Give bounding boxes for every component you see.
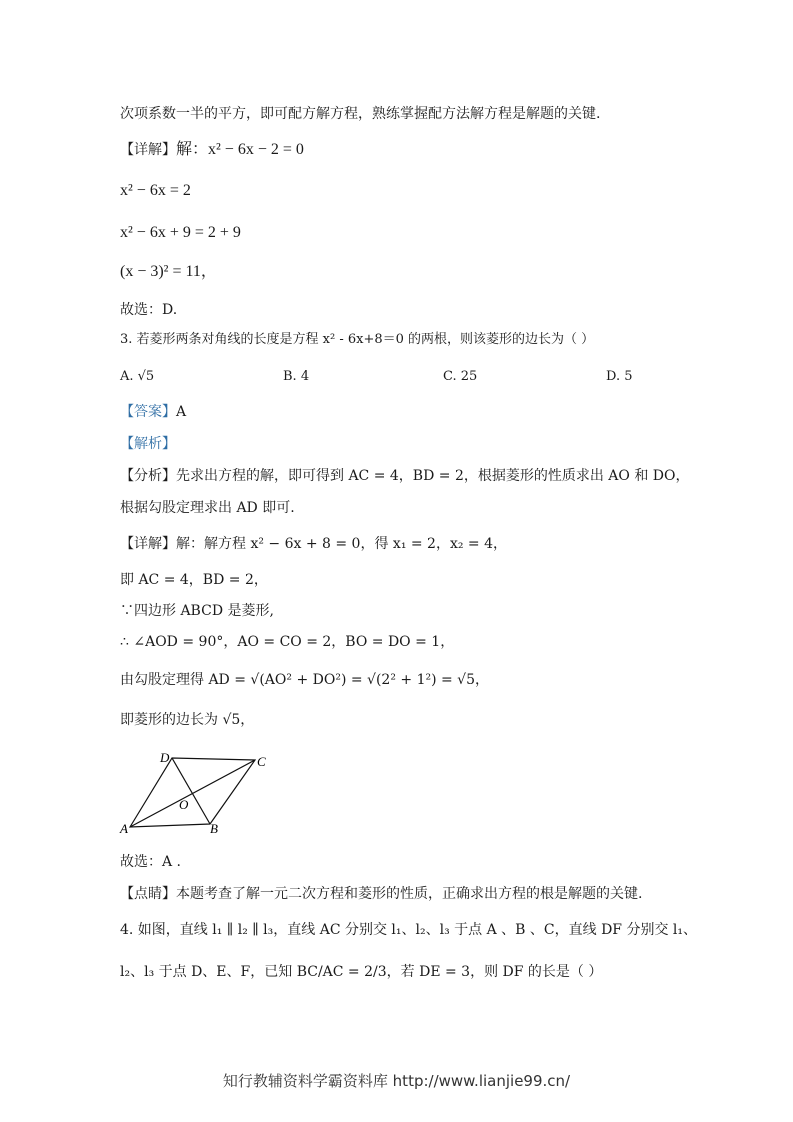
label-o: O (179, 797, 189, 812)
step-4: 由勾股定理得 AD = √(AO² + DO²) = √(2² + 1²) = √5， (120, 672, 490, 688)
choose-d: 故选：D. (120, 302, 178, 318)
xiangjie-tag: 【详解】 (120, 536, 176, 552)
detail-tag: 【详解】 (120, 142, 176, 158)
label-d: D (160, 750, 170, 765)
label-c: C (257, 754, 266, 769)
intro-line: 次项系数一半的平方，即可配方解方程，熟练掌握配方法解方程是解题的关键. (120, 106, 601, 122)
step-3: ∴ ∠AOD = 90°，AO = CO = 2，BO = DO = 1， (120, 634, 455, 650)
xiangjie-line (120, 534, 507, 554)
question-3: 3. 若菱形两条对角线的长度是方程 x² - 6x+8＝0 的两根，则该菱形的边长为（ ） (120, 332, 595, 347)
question-4-line-2: l₂、l₃ 于点 D、E、F，已知 BC/AC = 2/3，若 DE = 3，则 DF 的长是（ ） (120, 964, 603, 980)
equation-2: x² − 6x = 2 (120, 182, 191, 199)
step-5: 即菱形的边长为 √5， (120, 712, 255, 728)
option-d: D. 5 (606, 369, 633, 384)
answer-value: A (176, 404, 187, 420)
option-b: B. 4 (283, 369, 310, 384)
fenxi-line-2: 根据勾股定理求出 AD 即可. (120, 500, 295, 516)
dianjing-line (120, 884, 642, 904)
question-4-line-1: 4. 如图，直线 l₁ ∥ l₂ ∥ l₃，直线 AC 分别交 l₁、l₂、l₃ 于点 A 、B 、C，直线 DF 分别交 l₁、 (120, 922, 697, 938)
xiangjie-text: 解：解方程 x² − 6x + 8 = 0，得 x₁ = 2，x₂ = 4， (176, 536, 508, 552)
step-2: ∵四边形 ABCD 是菱形, (120, 603, 274, 619)
equation-1: 解：x² − 6x − 2 = 0 (176, 141, 304, 158)
step-1: 即 AC = 4，BD = 2， (120, 572, 268, 588)
analysis-tag: 【解析】 (120, 436, 176, 452)
fenxi-line (120, 466, 690, 486)
choose-a: 故选：A . (120, 854, 182, 870)
detail-line (120, 140, 304, 160)
footer-watermark: 知行教辅资料学霸资料库 http://www.lianjie99.cn/ (222, 1072, 571, 1090)
option-c: C. 25 (443, 369, 478, 384)
dianjing-text: 本题考查了解一元二次方程和菱形的性质，正确求出方程的根是解题的关键. (176, 886, 643, 902)
fenxi-text: 先求出方程的解，即可得到 AC = 4，BD = 2，根据菱形的性质求出 AO 和 DO， (176, 468, 690, 484)
label-b: B (210, 821, 218, 836)
equation-4: (x − 3)² = 11， (120, 263, 217, 280)
option-a: A. √5 (120, 369, 155, 384)
rhombus-figure (115, 745, 275, 840)
answer-line (120, 402, 186, 422)
dianjing-tag: 【点睛】 (120, 886, 176, 902)
equation-3: x² − 6x + 9 = 2 + 9 (120, 224, 241, 241)
answer-tag: 【答案】 (120, 404, 176, 420)
fenxi-tag: 【分析】 (120, 468, 176, 484)
label-a: A (120, 821, 128, 836)
